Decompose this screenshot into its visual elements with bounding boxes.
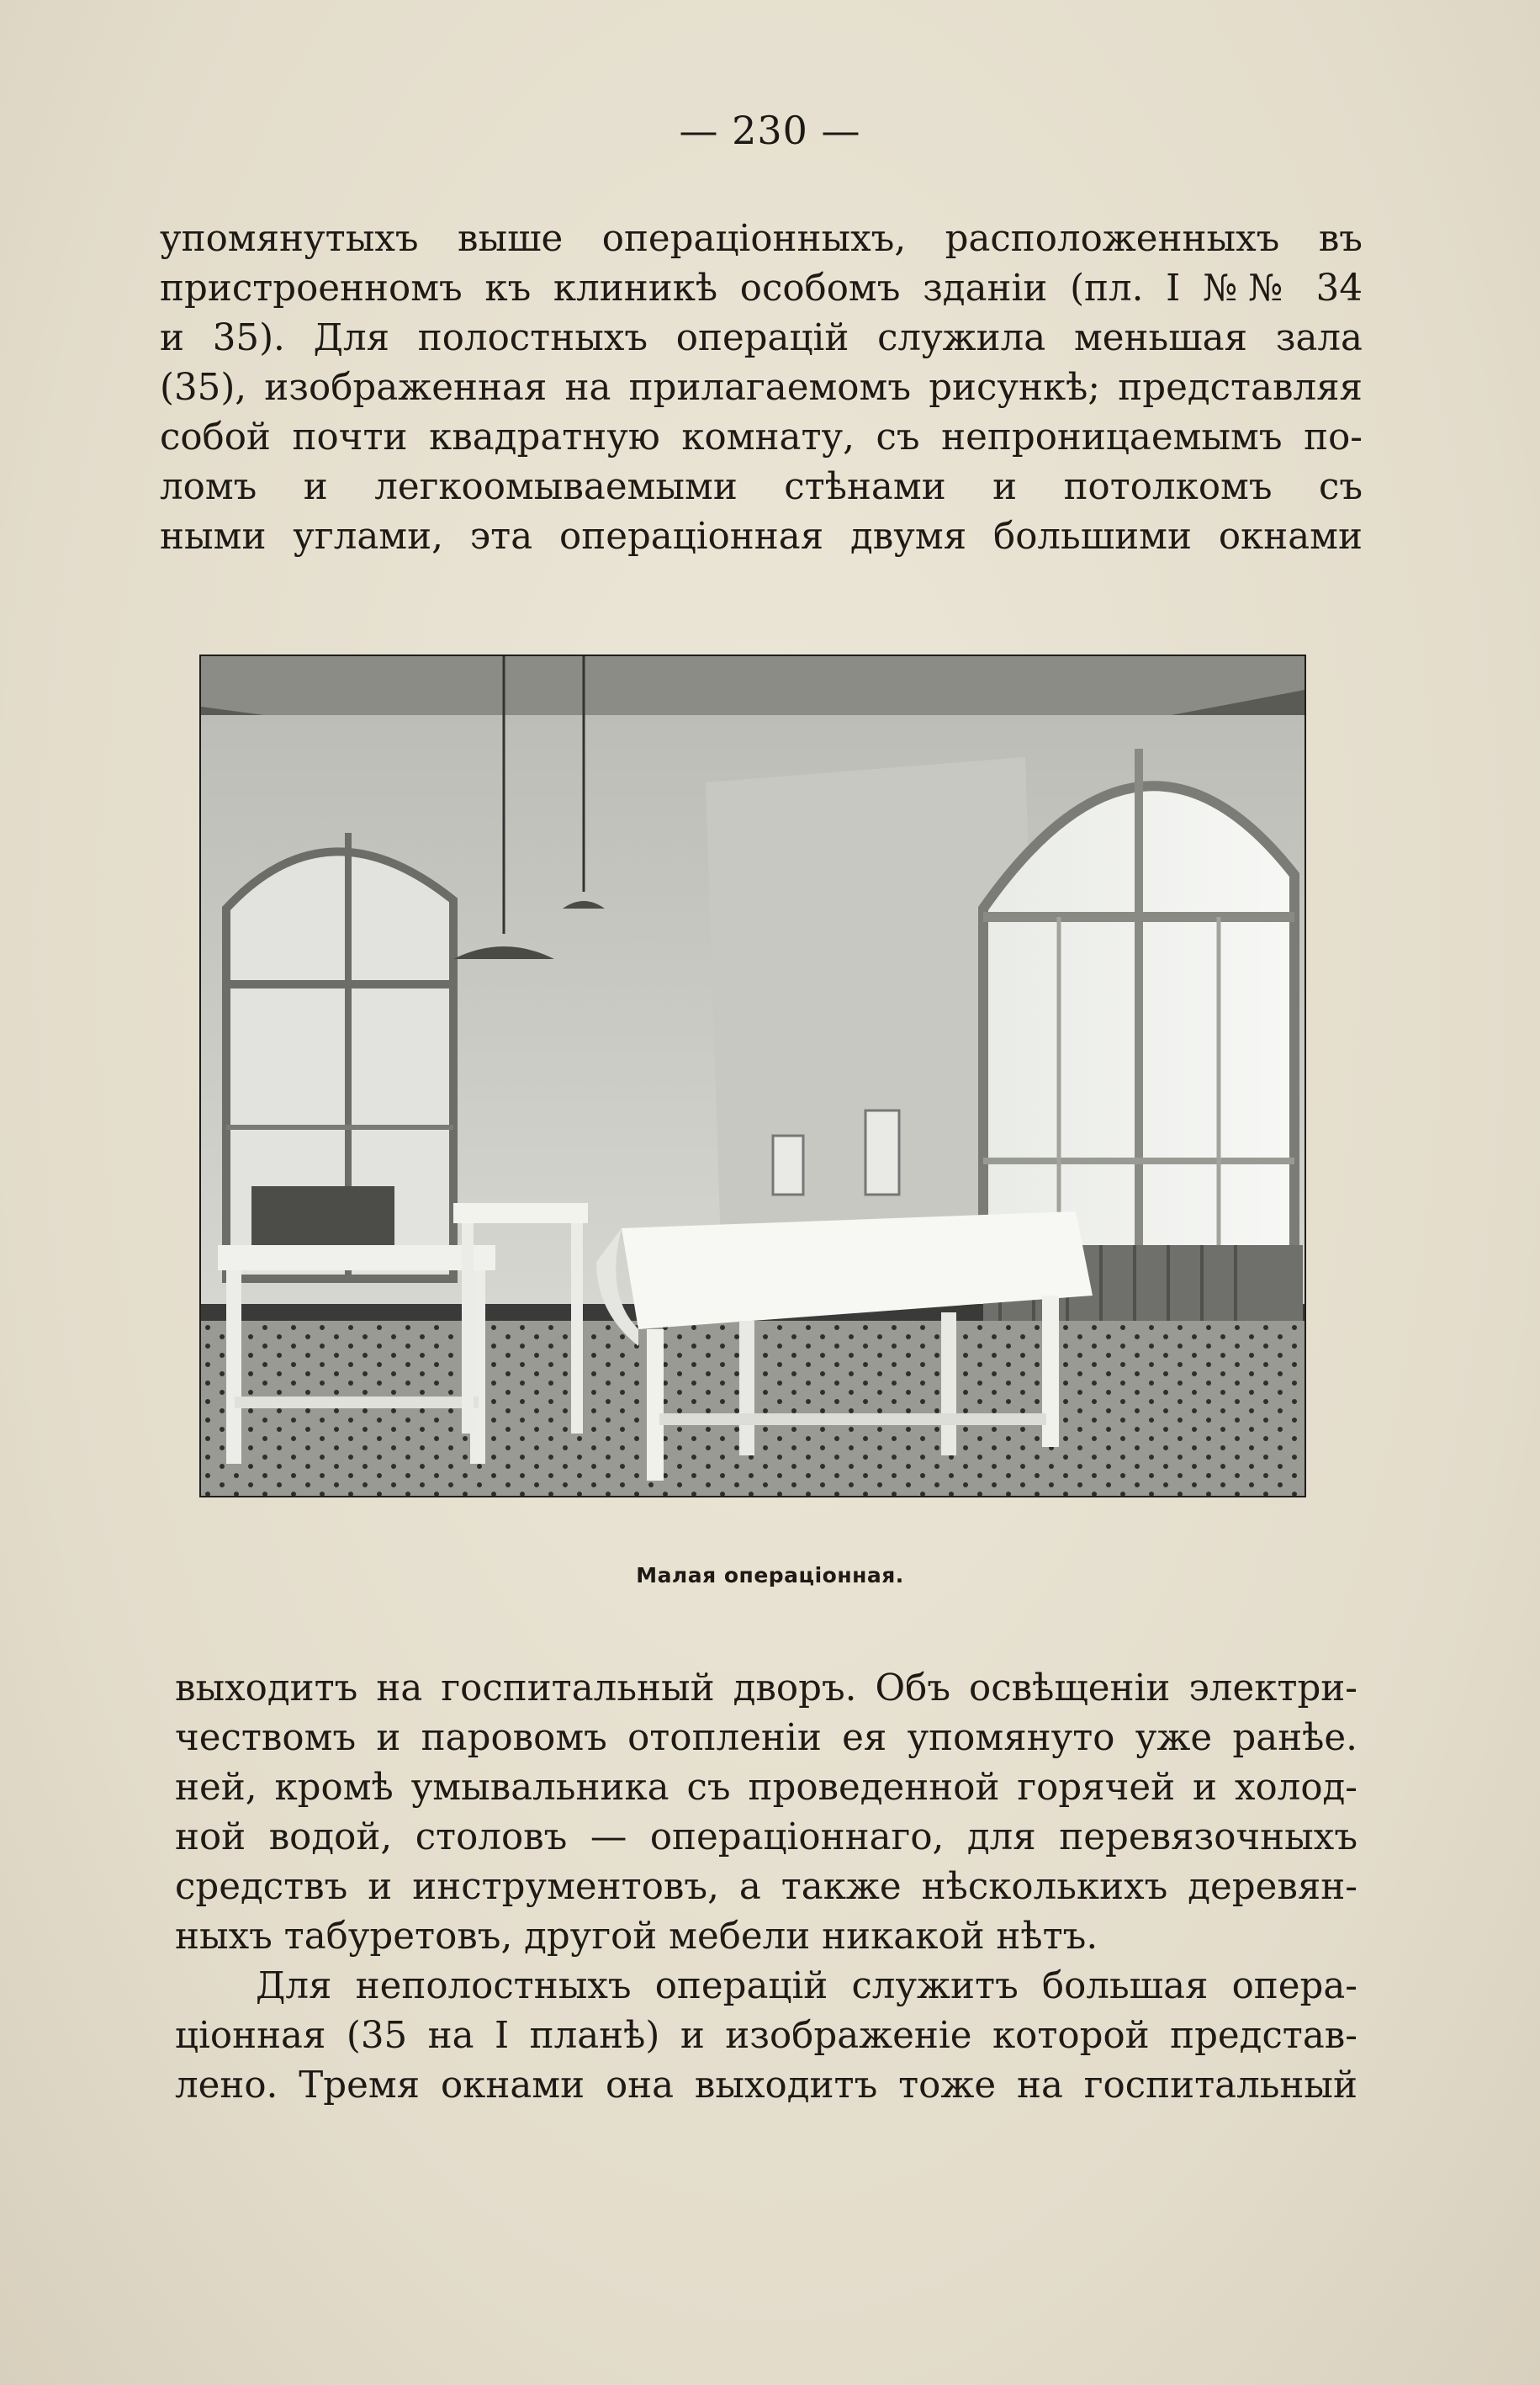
text-line: (35), изображенная на прилагаемомъ рисункѣ; представляя [160, 367, 1363, 409]
photo-illustration [201, 656, 1305, 1496]
text-line: средствъ и инструментовъ, а также нѣсколькихъ деревян- [175, 1866, 1357, 1908]
text-line: и 35). Для полостныхъ операцій служила меньшая зала [160, 317, 1363, 359]
text-line: пристроенномъ къ клиникѣ особомъ зданіи (пл. I №№ 34 [160, 268, 1363, 310]
page-number: — 230 — [679, 108, 861, 153]
text-line: ней, кромѣ умывальника съ проведенной горячей и холод- [175, 1767, 1357, 1809]
text-line: упомянутыхъ выше операціонныхъ, расположенныхъ въ [160, 218, 1363, 260]
text-line: ломъ и легкоомываемыми стѣнами и потолкомъ съ [160, 466, 1363, 508]
text-line: чествомъ и паровомъ отопленіи ея упомянуто уже ранѣе. [175, 1717, 1357, 1759]
text-line: собой почти квадратную комнату, съ непроницаемымъ по- [160, 416, 1363, 458]
text-line: ными углами, эта операціонная двумя большими окнами [160, 516, 1363, 558]
text-line: ныхъ табуретовъ, другой мебели никакой нѣтъ. [175, 1916, 1098, 1958]
text-line: выходитъ на госпитальный дворъ. Объ освѣщеніи электри- [175, 1667, 1357, 1709]
text-line: ціонная (35 на I планѣ) и изображеніе которой представ- [175, 2015, 1357, 2057]
operating-room-photo [199, 655, 1306, 1497]
text-line: ной водой, столовъ — операціоннаго, для перевязочныхъ [175, 1816, 1357, 1858]
text-line: Для неполостныхъ операцій служитъ большая опера- [256, 1965, 1357, 2007]
text-line: лено. Тремя окнами она выходитъ тоже на госпитальный [175, 2064, 1357, 2107]
paragraph-middle [175, 1664, 1357, 1962]
figure-caption: Малая операціонная. [636, 1563, 904, 1587]
paragraph-bottom [175, 1962, 1357, 2111]
paragraph-top [160, 215, 1363, 562]
